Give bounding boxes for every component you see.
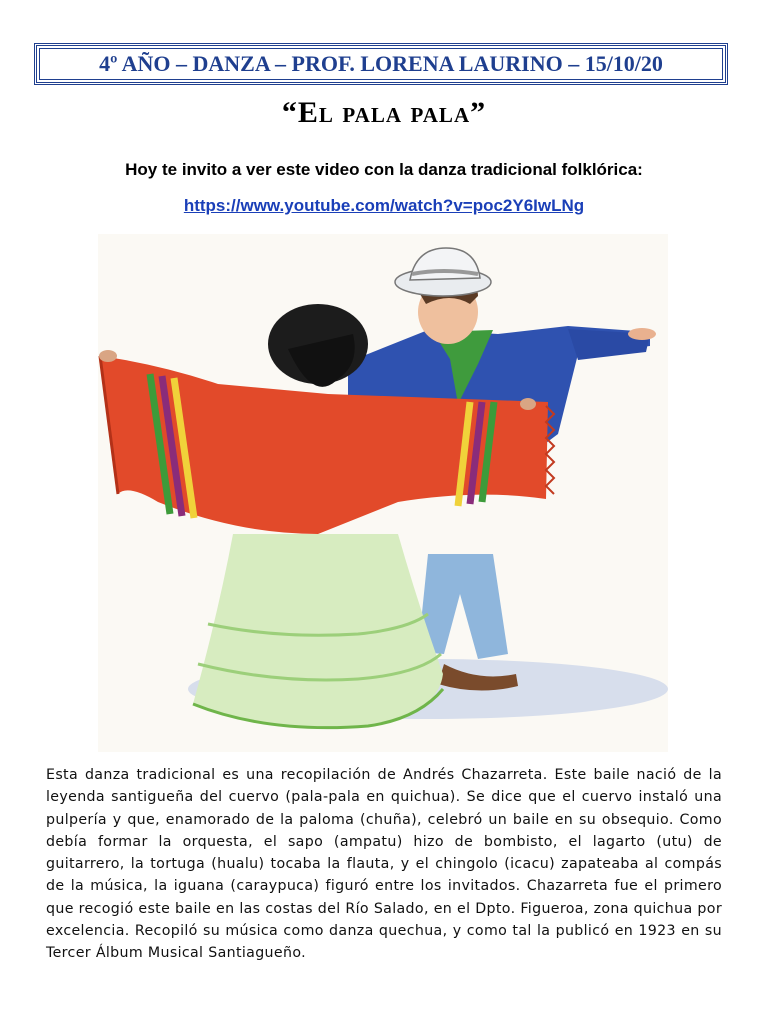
header-banner	[34, 43, 728, 85]
dancers-illustration	[98, 234, 668, 752]
page-title: “El pala pala”	[281, 96, 487, 129]
header-text: 4º AÑO – DANZA – PROF. LORENA LAURINO – 15/10/20	[99, 51, 663, 76]
youtube-link[interactable]: https://www.youtube.com/watch?v=poc2Y6IwLNg	[183, 196, 585, 215]
body-paragraph: Esta danza tradicional es una recopilación de Andrés Chazarreta. Este baile nació de la leyenda santigueña del cuervo (pala-pala en quichua). Se dice que el cuervo instaló una pulpería y que, enamorado de la paloma (chuña), celebró un baile en su obsequio. Como debía formar la orquesta, el sapo (ampatu) hizo de bombisto, el lagarto (utu) de guitarrero, la tortuga (hualu) tocaba la flauta, y el chingolo (icacu) zapateaba al compás de la música, la iguana (caraypuca) figuró entre los invitados. Chazarreta fue el primero que recogió este baile en las costas del Río Salado, en el Dpto. Figueroa, zona quichua por excelencia. Recopiló su música como danza quechua, y como tal la publicó en 1923 en su Tercer Álbum Musical Santiagueño.	[46, 767, 722, 962]
intro-text: Hoy te invito a ver este video con la danza tradicional folklórica:	[125, 160, 643, 179]
